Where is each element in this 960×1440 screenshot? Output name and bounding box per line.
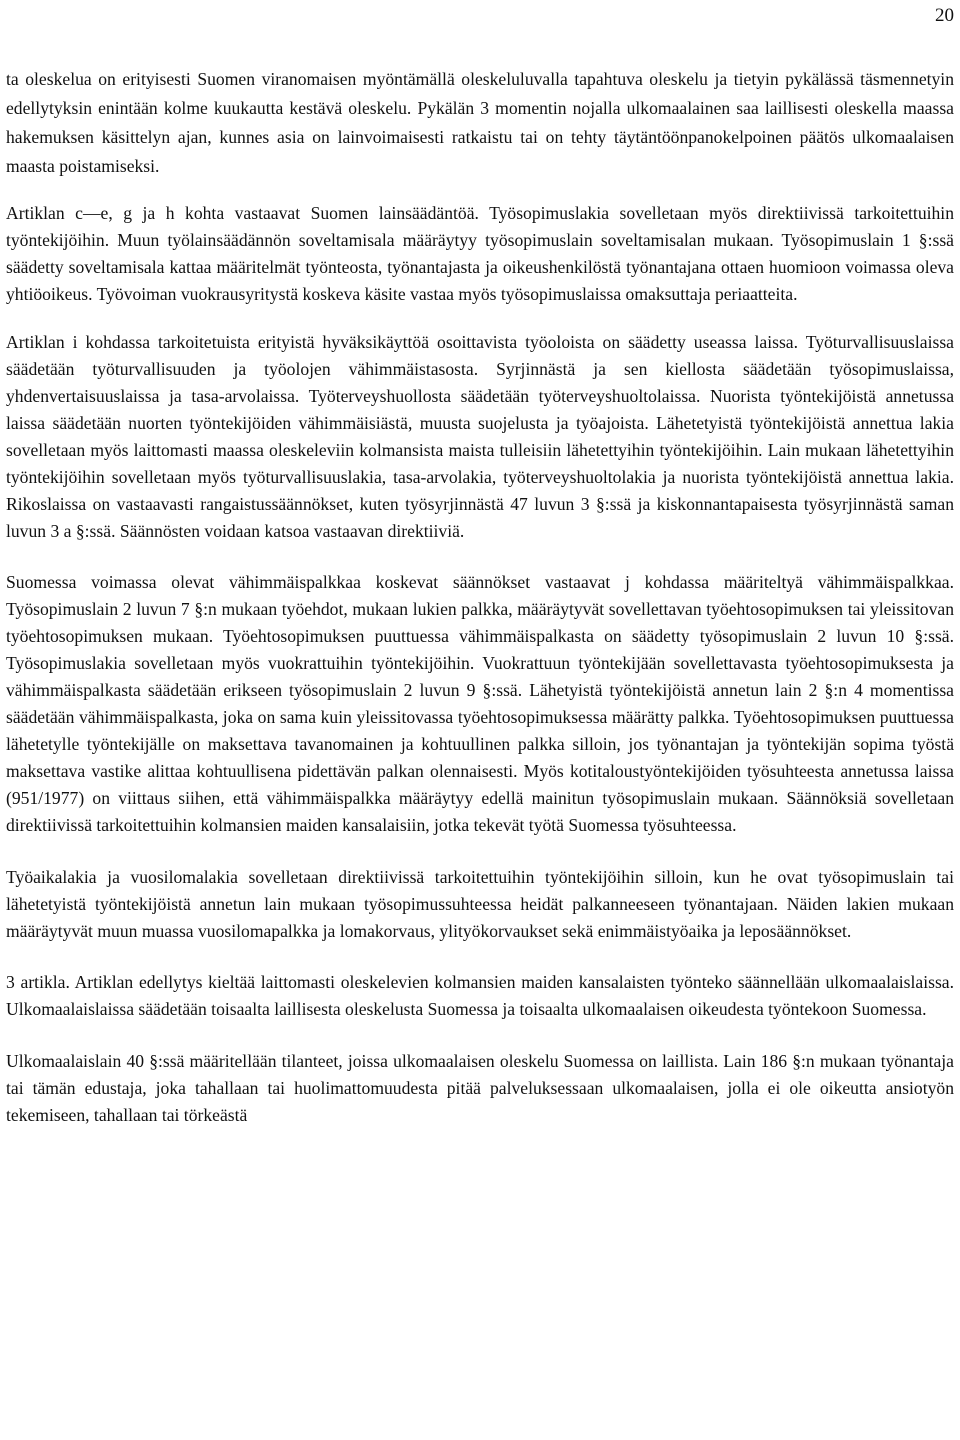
paragraph-article-i: Artiklan i kohdassa tarkoitetuista erityistä hyväksikäyttöä osoittavista työoloista on säädetty useassa laissa. Työturvallisuuslaissa säädetään työturvallisuuden ja työolojen vähimmäistasosta. Syrjinnästä ja sen kiellosta säädetään työsopimuslaissa, yhdenvertaisuuslaissa ja tasa-arvolaissa. Työterveyshuollosta säädetään työterveyshuoltolaissa. Nuorista työntekijöistä annetussa laissa säädetään nuorten työntekijöiden vähimmäisiästä, muusta suojelusta ja työajoista. Lähetetyistä työntekijöistä annettua lakia sovelletaan myös laittomasti maassa oleskeleviin kolmansista maista tulleisiin lähetettyihin työntekijöihin. Lain mukaan lähetettyihin työntekijöihin sovelletaan myös työturvallisuuslakia, tasa-arvolakia, työterveyshuoltolakia ja nuorista työntekijöistä annettua lakia. Rikoslaissa on vastaavasti rangaistussäännökset, kuten työsyrjinnästä 47 luvun 3 §:ssä ja kiskonnantapaisesta työsyrjinnästä saman luvun 3 a §:ssä. Säännösten voidaan katsoa vastaavan direktiiviä. [6,332,954,541]
paragraph-article-c-e-g-h: Artiklan c—e, g ja h kohta vastaavat Suomen lainsäädäntöä. Työsopimuslakia sovelletaan myös direktiivissä tarkoitettuihin työntekijöihin. Muun työlainsäädännön soveltamisala määräytyy työsopimuslain soveltamisalan mukaan. Työsopimuslain 1 §:ssä säädetty soveltamisala kattaa määritelmät työnteosta, työnantajasta ja oikeushenkilöstä työnantajana ottaen huomioon voimassa oleva yhtiöoikeus. Työvoiman vuokrausyritystä koskeva käsite vastaa myös työsopimuslaissa omaksuttaja periaatteita. [6,203,954,304]
paragraph-aliens-act-40: Ulkomaalaislain 40 §:ssä määritellään tilanteet, joissa ulkomaalaisen oleskelu Suomessa on laillista. Lain 186 §:n mukaan työnantaja tai tämän edustaja, joka tahallaan tai huolimattomuudesta pitää palveluksessaan ulkomaalaisen, jolla ei ole oikeutta ansiotyön tekemiseen, tahallaan tai törkeästä [6,1051,954,1125]
page-number: 20 [935,5,954,26]
paragraph-minimum-wage: Suomessa voimassa olevat vähimmäispalkkaa koskevat säännökset vastaavat j kohdassa määriteltyä vähimmäispalkkaa. Työsopimuslain 2 luvun 7 §:n mukaan työehdot, mukaan lukien palkka, määräytyvät sovellettavan työehtosopimuksen tai yleissitovan työehtosopimuksen mukaan. Työehtosopimuksen puuttuessa vähimmäispalkasta on säädetty työsopimuslain 2 luvun 10 §:ssä. Työsopimuslakia sovelletaan myös vuokrattuihin työntekijöihin. Vuokrattuun työntekijään sovellettavasta työehtosopimuksesta ja vähimmäispalkasta säädetään erikseen työsopimuslain 2 luvun 9 §:ssä. Lähetyistä työntekijöistä annetun lain 2 §:n 4 momentissa säädetään vähimmäispalkasta, joka on sama kuin yleissitovassa työehtosopimuksessa määrätty palkka. Työehtosopimuksen puuttuessa lähetetylle työntekijälle on maksettava tavanomainen ja kohtuullinen palkka silloin, jos työnantajan ja työntekijän sopima työstä maksettava vastike alittaa kohtuullisena pidettävän palkan olennaisesti. Myös kotitaloustyöntekijöiden työsuhteesta annetussa laissa (951/1977) on viittaus siihen, että vähimmäispalkka määräytyy edellä mainitun työsopimuslain mukaan. Säännöksiä sovelletaan direktiivissä tarkoitettuihin kolmansien maiden kansalaisiin, jotka tekevät työtä Suomessa työsuhteessa. [6,572,954,835]
paragraph-residence-definition: ta oleskelua on erityisesti Suomen viranomaisen myöntämällä oleskeluluvalla tapahtuva oleskelu ja tietyin pykälässä täsmennetyin edellytyksin enintään kolme kuukautta kestävä oleskelu. Pykälän 3 momentin nojalla ulkomaalainen saa laillisesti oleskella maassa hakemuksen käsittelyn ajan, kunnes asia on lainvoimaisesti ratkaistu tai on tehty täytäntöönpanokelpoinen päätös ulkomaalaisen maasta poistamiseksi. [6,69,954,176]
document-body [6,65,954,1129]
paragraph-working-hours: Työaikalakia ja vuosilomalakia sovelletaan direktiivissä tarkoitettuihin työntekijöihin silloin, kun he ovat työsopimuslain tai lähetetyistä työntekijöistä annetun lain mukaan työsopimussuhteessa heidät palkanneeseen työnantajaan. Näiden lakien mukaan määräytyvät muun muassa vuosilomapalkka ja lomakorvaus, ylityökorvaukset sekä enimmäistyöaika ja leposäännökset. [6,867,954,941]
paragraph-article-3: 3 artikla. Artiklan edellytys kieltää laittomasti oleskelevien kolmansien maiden kansalaisten työnteko säännellään ulkomaalaislaissa. Ulkomaalaislaissa säädetään toisaalta laillisesta oleskelusta Suomessa ja toisaalta ulkomaalaisen oikeudesta työntekoon Suomessa. [6,972,954,1019]
